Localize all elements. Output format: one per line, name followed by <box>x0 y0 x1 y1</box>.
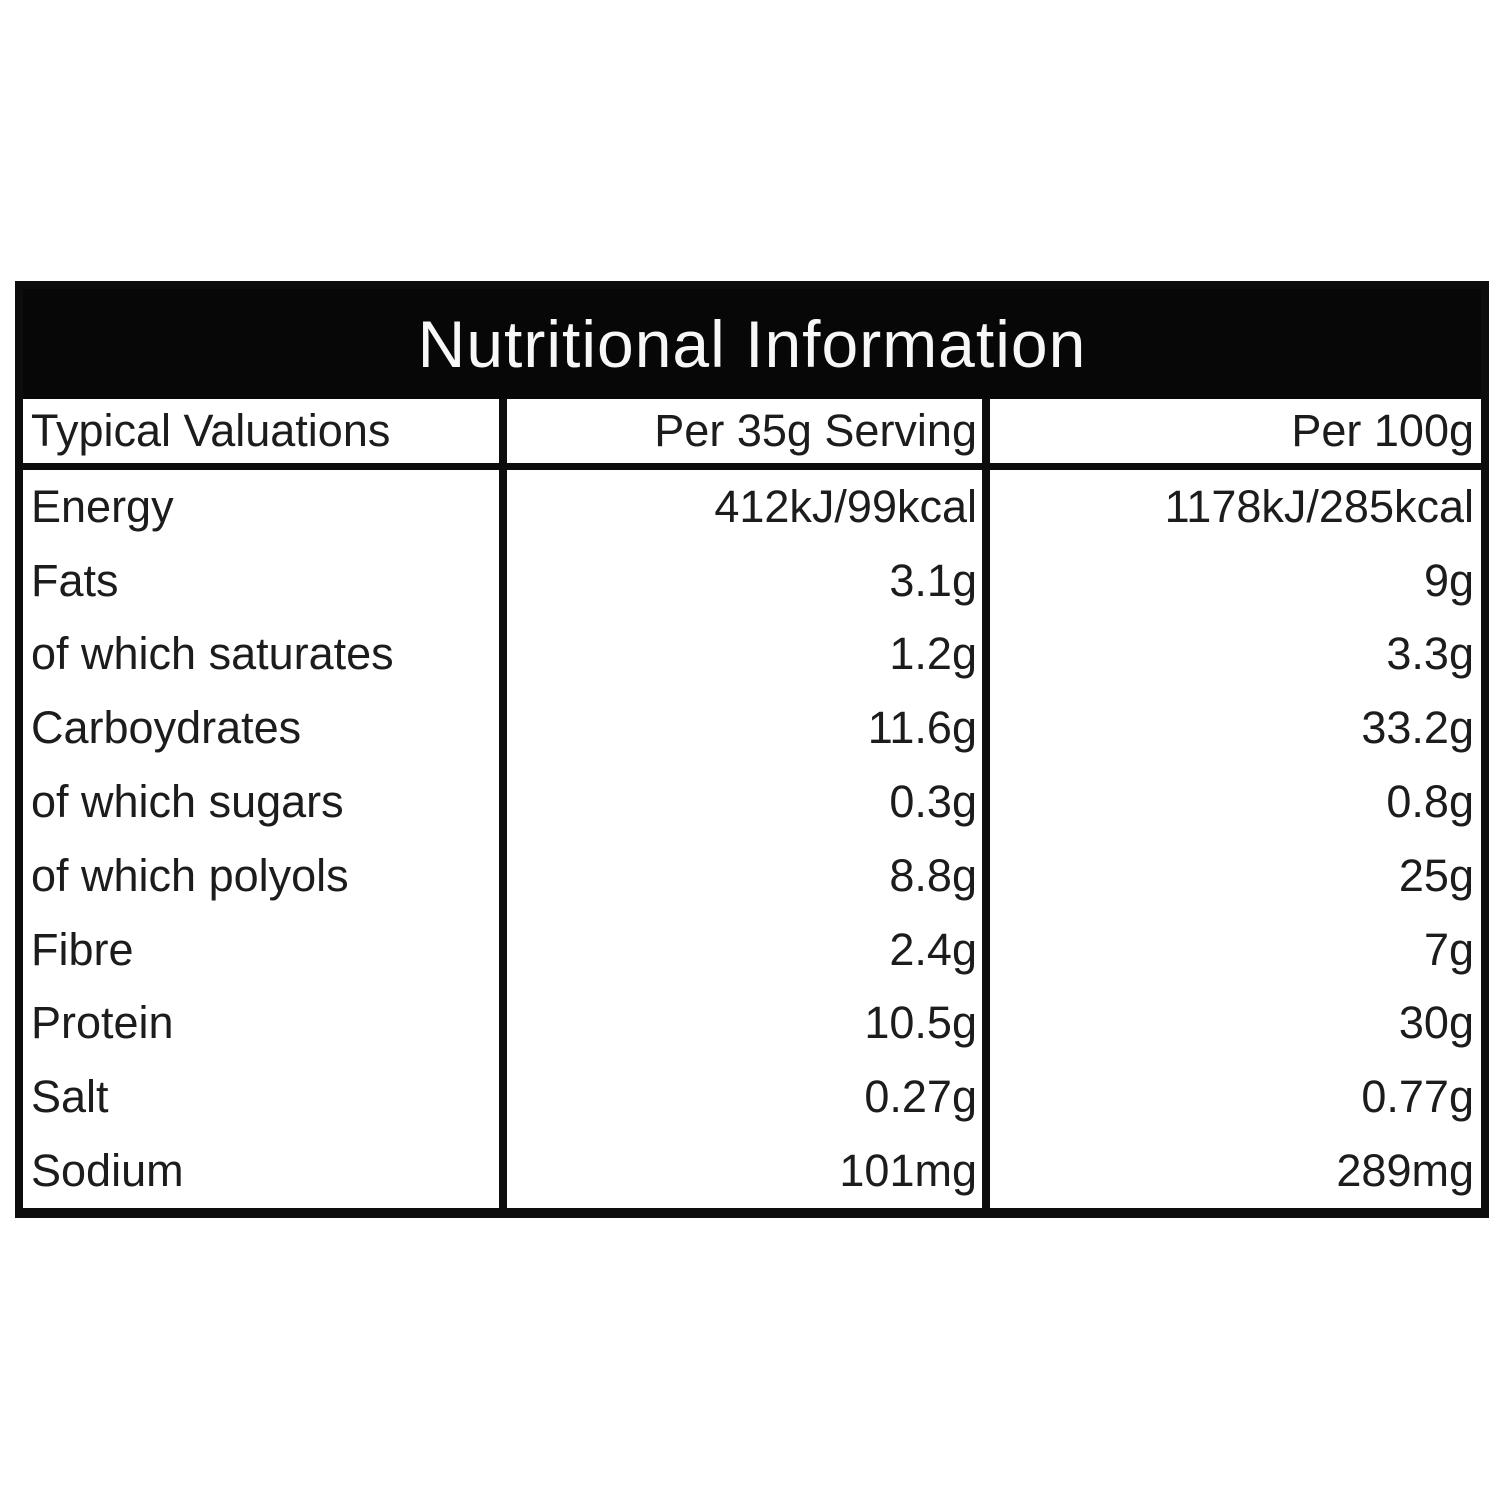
column-header-per-serving: Per 35g Serving <box>507 399 990 463</box>
row-value-per-serving: 11.6g <box>507 691 990 765</box>
row-value-per-serving: 412kJ/99kcal <box>507 470 990 544</box>
row-value-per-serving: 0.27g <box>507 1060 990 1134</box>
table-title: Nutritional Information <box>417 307 1087 381</box>
row-value-per-serving: 101mg <box>507 1134 990 1208</box>
column-header-typical-valuations: Typical Valuations <box>23 399 507 463</box>
row-value-per-serving: 10.5g <box>507 987 990 1061</box>
row-label: of which polyols <box>23 839 507 913</box>
row-label: of which saturates <box>23 618 507 692</box>
row-value-per-100g: 1178kJ/285kcal <box>1164 480 1474 532</box>
row-value-per-100g: 9g <box>1423 554 1474 606</box>
row-value-per-serving: 0.3g <box>507 765 990 839</box>
row-label: Carboydrates <box>23 691 507 765</box>
column-header-per-100g: Per 100g <box>1291 405 1474 456</box>
row-label: Fats <box>23 544 507 618</box>
row-label: Sodium <box>23 1134 507 1208</box>
row-value-per-100g: 0.8g <box>1386 776 1474 828</box>
row-value-per-100g: 0.77g <box>1361 1071 1474 1123</box>
row-value-per-100g: 33.2g <box>1361 702 1474 754</box>
row-label: Salt <box>23 1060 507 1134</box>
row-value-per-serving: 1.2g <box>507 618 990 692</box>
row-value-per-100g: 30g <box>1398 997 1474 1049</box>
row-label: Protein <box>23 987 507 1061</box>
table-body <box>23 470 1481 1208</box>
row-label: of which sugars <box>23 765 507 839</box>
row-label: Energy <box>23 470 507 544</box>
nutrition-facts-table <box>15 281 1489 1218</box>
row-value-per-100g: 289mg <box>1336 1145 1474 1197</box>
row-label: Fibre <box>23 913 507 987</box>
row-value-per-serving: 3.1g <box>507 544 990 618</box>
row-value-per-100g: 7g <box>1423 923 1474 975</box>
row-value-per-serving: 8.8g <box>507 839 990 913</box>
row-value-per-serving: 2.4g <box>507 913 990 987</box>
row-value-per-100g: 3.3g <box>1386 628 1474 680</box>
row-value-per-100g: 25g <box>1398 849 1474 901</box>
table-title-band <box>23 289 1481 399</box>
table-header-row <box>23 399 1481 470</box>
